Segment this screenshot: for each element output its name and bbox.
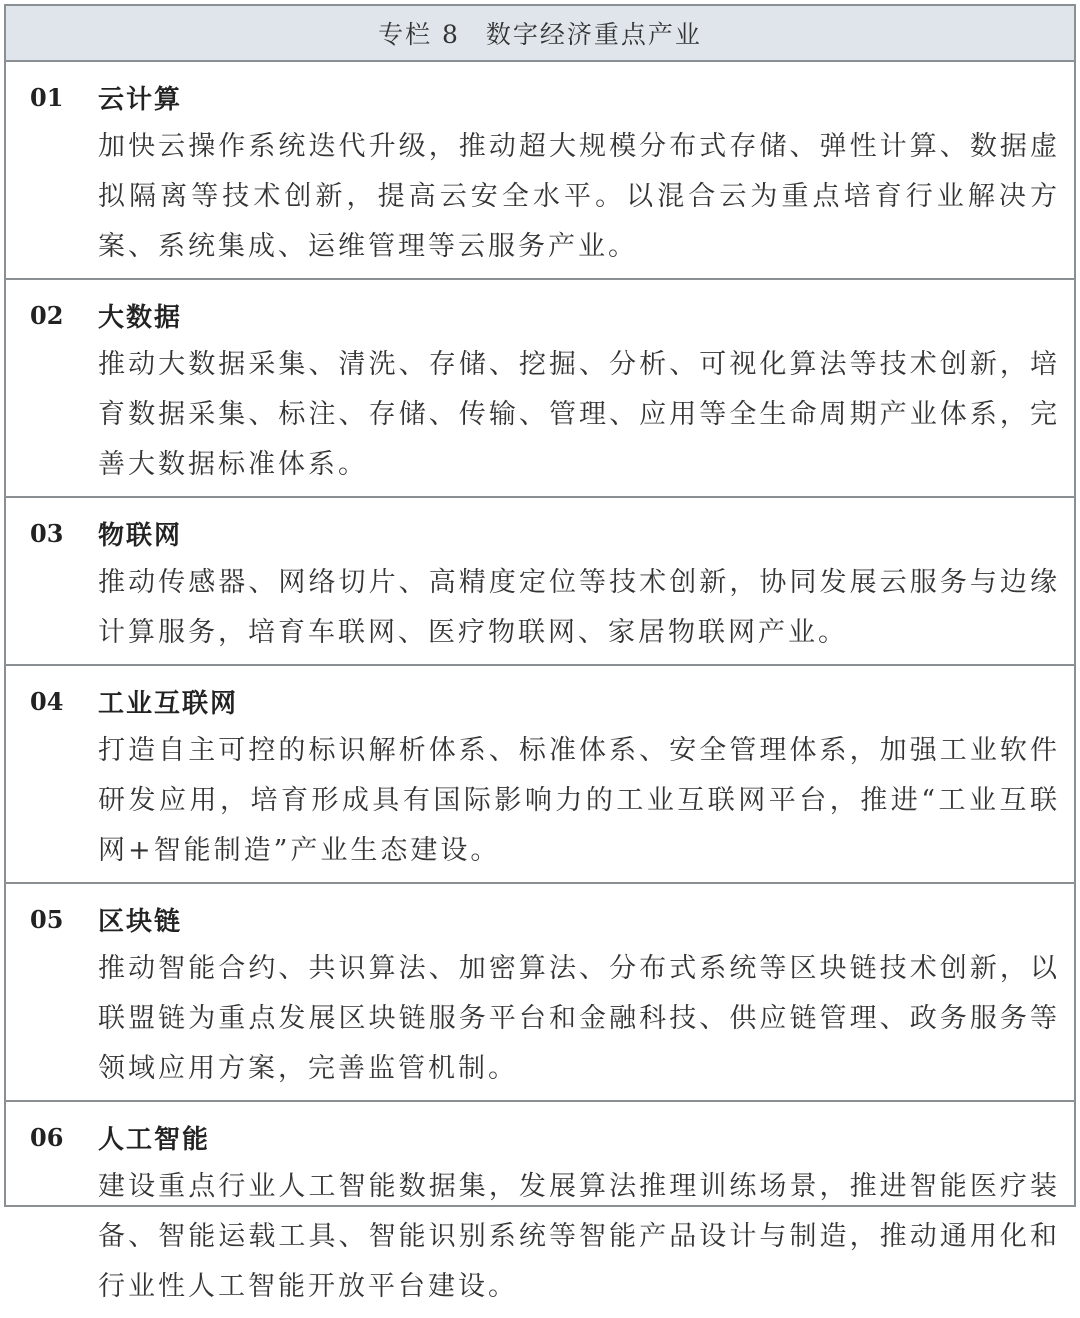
section-title: 大数据: [98, 302, 183, 333]
section-body: 推动传感器、网络切片、高精度定位等技术创新，协同发展云服务与边缘计算服务，培育车联网、医疗物联网、家居物联网产业。: [98, 567, 1060, 648]
section-title: 工业互联网: [98, 688, 239, 719]
section-title: 云计算: [98, 84, 183, 115]
section-number: 06: [30, 1122, 64, 1152]
table-title: 数字经济重点产业: [485, 20, 702, 49]
industry-table: [4, 4, 1076, 1302]
section-number: 03: [30, 518, 64, 548]
section-body: 推动大数据采集、清洗、存储、挖掘、分析、可视化算法等技术创新，培育数据采集、标注、存储、传输、管理、应用等全生命周期产业体系，完善大数据标准体系。: [98, 349, 1060, 480]
section-big-data: [6, 280, 1074, 498]
section-iot: [6, 498, 1074, 666]
section-number: 04: [30, 686, 64, 716]
section-number: 02: [30, 300, 64, 330]
section-body: 加快云操作系统迭代升级，推动超大规模分布式存储、弹性计算、数据虚拟隔离等技术创新，提高云安全水平。以混合云为重点培育行业解决方案、系统集成、运维管理等云服务产业。: [98, 131, 1060, 262]
section-blockchain: [6, 884, 1074, 1102]
section-body: 建设重点行业人工智能数据集，发展算法推理训练场景，推进智能医疗装备、智能运载工具、智能识别系统等智能产品设计与制造，推动通用化和行业性人工智能开放平台建设。: [98, 1171, 1060, 1302]
section-body: 打造自主可控的标识解析体系、标准体系、安全管理体系，加强工业软件研发应用，培育形成具有国际影响力的工业互联网平台，推进“工业互联网+智能制造”产业生态建设。: [98, 735, 1060, 866]
section-title: 物联网: [98, 520, 183, 551]
section-cloud-computing: [6, 62, 1074, 280]
section-industrial-internet: [6, 666, 1074, 884]
section-title: 人工智能: [98, 1124, 211, 1155]
section-title: 区块链: [98, 906, 183, 937]
table-header: [6, 6, 1074, 62]
section-artificial-intelligence: [6, 1102, 1074, 1318]
section-number: 05: [30, 904, 64, 934]
column-label: 专栏 8: [378, 20, 460, 49]
section-number: 01: [30, 82, 64, 112]
section-body: 推动智能合约、共识算法、加密算法、分布式系统等区块链技术创新，以联盟链为重点发展区块链服务平台和金融科技、供应链管理、政务服务等领域应用方案，完善监管机制。: [98, 953, 1060, 1084]
